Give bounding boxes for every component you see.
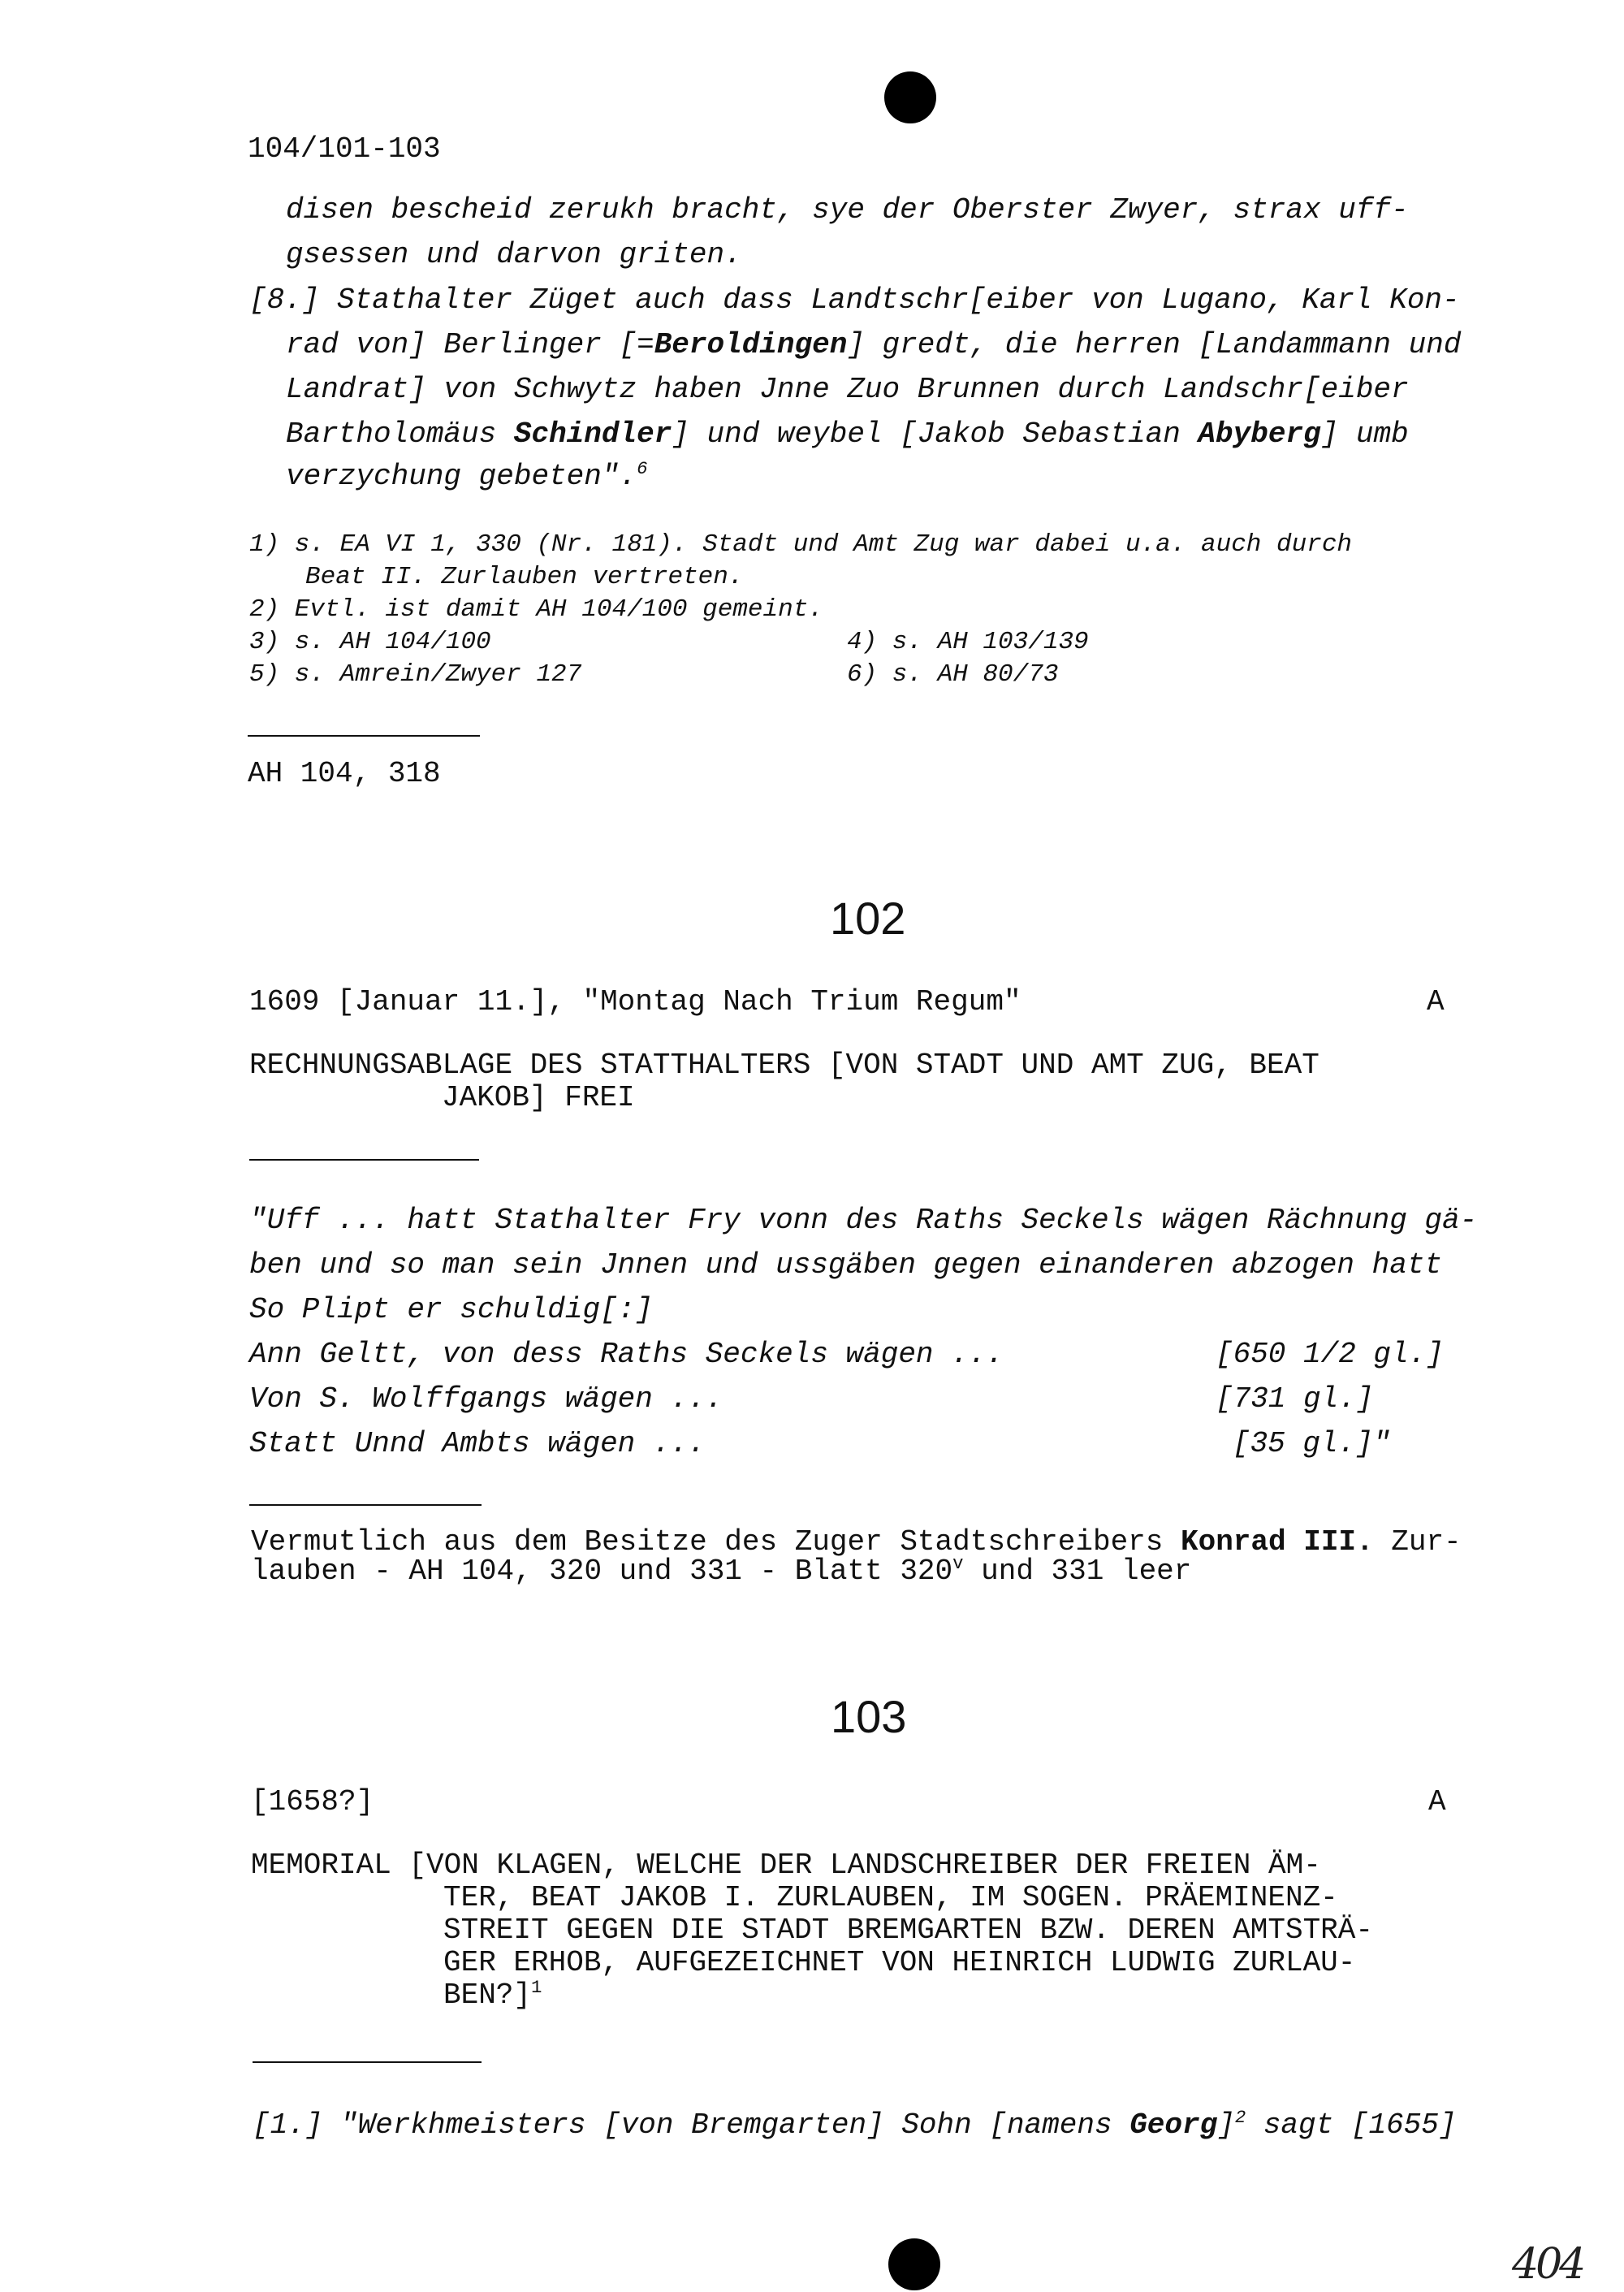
entry-title: TER, BEAT JAKOB I. ZURLAUBEN, IM SOGEN. PRÄEMINENZ- xyxy=(443,1881,1338,1914)
account-label: Von S. Wolffgangs wägen ... xyxy=(249,1382,723,1416)
bold-name: Georg xyxy=(1129,2108,1218,2142)
bold-name: Schindler xyxy=(513,417,672,451)
account-label: Ann Geltt, von dess Raths Seckels wägen ... xyxy=(249,1338,1004,1371)
text-line xyxy=(253,2108,1456,2142)
paragraph-8-line xyxy=(286,328,1461,361)
divider xyxy=(249,1504,482,1506)
entry-title: STREIT GEGEN DIE STADT BREMGARTEN BZW. DEREN AMTSTRÄ- xyxy=(443,1914,1373,1947)
paragraph-8-line xyxy=(286,460,647,493)
text-line: gsessen und darvon griten. xyxy=(286,238,742,271)
source-note xyxy=(251,1555,1191,1588)
text-line: So Plipt er schuldig[:] xyxy=(249,1293,653,1326)
header-reference: 104/101-103 xyxy=(248,132,441,166)
entry-date: 1609 [Januar 11.], "Montag Nach Trium Regum" xyxy=(249,985,1021,1018)
punch-hole-top xyxy=(884,71,936,123)
text-line: ben und so man sein Jnnen und ussgäben gegen einanderen abzogen hatt xyxy=(249,1248,1443,1282)
text-span: lauben - AH 104, 320 und 331 - Blatt 320 xyxy=(251,1555,953,1588)
handwritten-page-number: 404 xyxy=(1512,2240,1583,2289)
entry-number: 103 xyxy=(831,1691,907,1742)
text-span: Vermutlich aus dem Besitze des Zuger Stadtschreibers xyxy=(251,1525,1181,1559)
footnote-marker: 1 xyxy=(531,1977,542,1998)
footnote: 6) s. AH 80/73 xyxy=(847,660,1059,689)
paragraph-8-line: [8.] Stathalter Züget auch dass Landtschr[eiber von Lugano, Karl Kon- xyxy=(249,283,1460,317)
text-span: ] gredt, die herren [Landammann und xyxy=(847,328,1462,361)
text-span: [1.] "Werkhmeisters [von Bremgarten] Sohn [namens xyxy=(253,2108,1130,2142)
punch-hole-bottom xyxy=(888,2238,940,2290)
text-span: rad von] Berlinger [= xyxy=(286,328,654,361)
text-span: Bartholomäus xyxy=(286,417,514,451)
text-span: sagt [1655] xyxy=(1246,2108,1457,2142)
paragraph-8-line xyxy=(286,417,1409,451)
text-span: verzychung gebeten". xyxy=(286,460,637,493)
footnote: 3) s. AH 104/100 xyxy=(249,628,491,656)
text-line: "Uff ... hatt Stathalter Fry vonn des Raths Seckels wägen Rächnung gä- xyxy=(249,1204,1478,1237)
bold-name: Beroldingen xyxy=(654,328,848,361)
entry-title: MEMORIAL [VON KLAGEN, WELCHE DER LANDSCHREIBER DER FREIEN ÄM- xyxy=(251,1849,1321,1882)
entry-marker: A xyxy=(1427,985,1445,1018)
footnote: Beat II. Zurlauben vertreten. xyxy=(305,563,744,591)
divider xyxy=(253,2061,482,2063)
entry-date: [1658?] xyxy=(251,1785,374,1818)
footnote-marker: 2 xyxy=(1234,2107,1246,2128)
footnote: 4) s. AH 103/139 xyxy=(847,628,1089,656)
text-span: BEN?] xyxy=(443,1978,532,2012)
bold-name: Konrad III. xyxy=(1181,1525,1374,1559)
source-reference: AH 104, 318 xyxy=(248,757,441,790)
text-line: disen bescheid zerukh bracht, sye der Oberster Zwyer, strax uff- xyxy=(286,193,1409,227)
entry-marker: A xyxy=(1428,1785,1446,1818)
footnote: 1) s. EA VI 1, 330 (Nr. 181). Stadt und Amt Zug war dabei u.a. auch durch xyxy=(249,530,1353,559)
text-span: ] xyxy=(1217,2108,1235,2142)
source-note xyxy=(251,1525,1462,1559)
entry-title xyxy=(443,1978,542,2012)
account-amount: [35 gl.]" xyxy=(1233,1427,1391,1460)
account-label: Statt Unnd Ambts wägen ... xyxy=(249,1427,706,1460)
footnote: 5) s. Amrein/Zwyer 127 xyxy=(249,660,582,689)
bold-name: Abyberg xyxy=(1198,417,1321,451)
divider xyxy=(249,1159,479,1161)
divider xyxy=(248,735,480,737)
entry-title: GER ERHOB, AUFGEZEICHNET VON HEINRICH LUDWIG ZURLAU- xyxy=(443,1946,1356,1979)
entry-number: 102 xyxy=(830,893,906,944)
text-span: ] umb xyxy=(1320,417,1409,451)
text-span: Zur- xyxy=(1373,1525,1462,1559)
text-span: ] und weybel [Jakob Sebastian xyxy=(672,417,1199,451)
text-span: und 331 leer xyxy=(963,1555,1192,1588)
account-amount: [731 gl.] xyxy=(1216,1382,1374,1416)
superscript: v xyxy=(952,1553,964,1574)
paragraph-8-line: Landrat] von Schwytz haben Jnne Zuo Brunnen durch Landschr[eiber xyxy=(286,373,1409,406)
entry-title: JAKOB] FREI xyxy=(442,1081,635,1114)
footnote-marker: 6 xyxy=(637,458,648,479)
entry-title: RECHNUNGSABLAGE DES STATTHALTERS [VON STADT UND AMT ZUG, BEAT xyxy=(249,1049,1320,1082)
footnote: 2) Evtl. ist damit AH 104/100 gemeint. xyxy=(249,595,823,624)
account-amount: [650 1/2 gl.] xyxy=(1216,1338,1444,1371)
